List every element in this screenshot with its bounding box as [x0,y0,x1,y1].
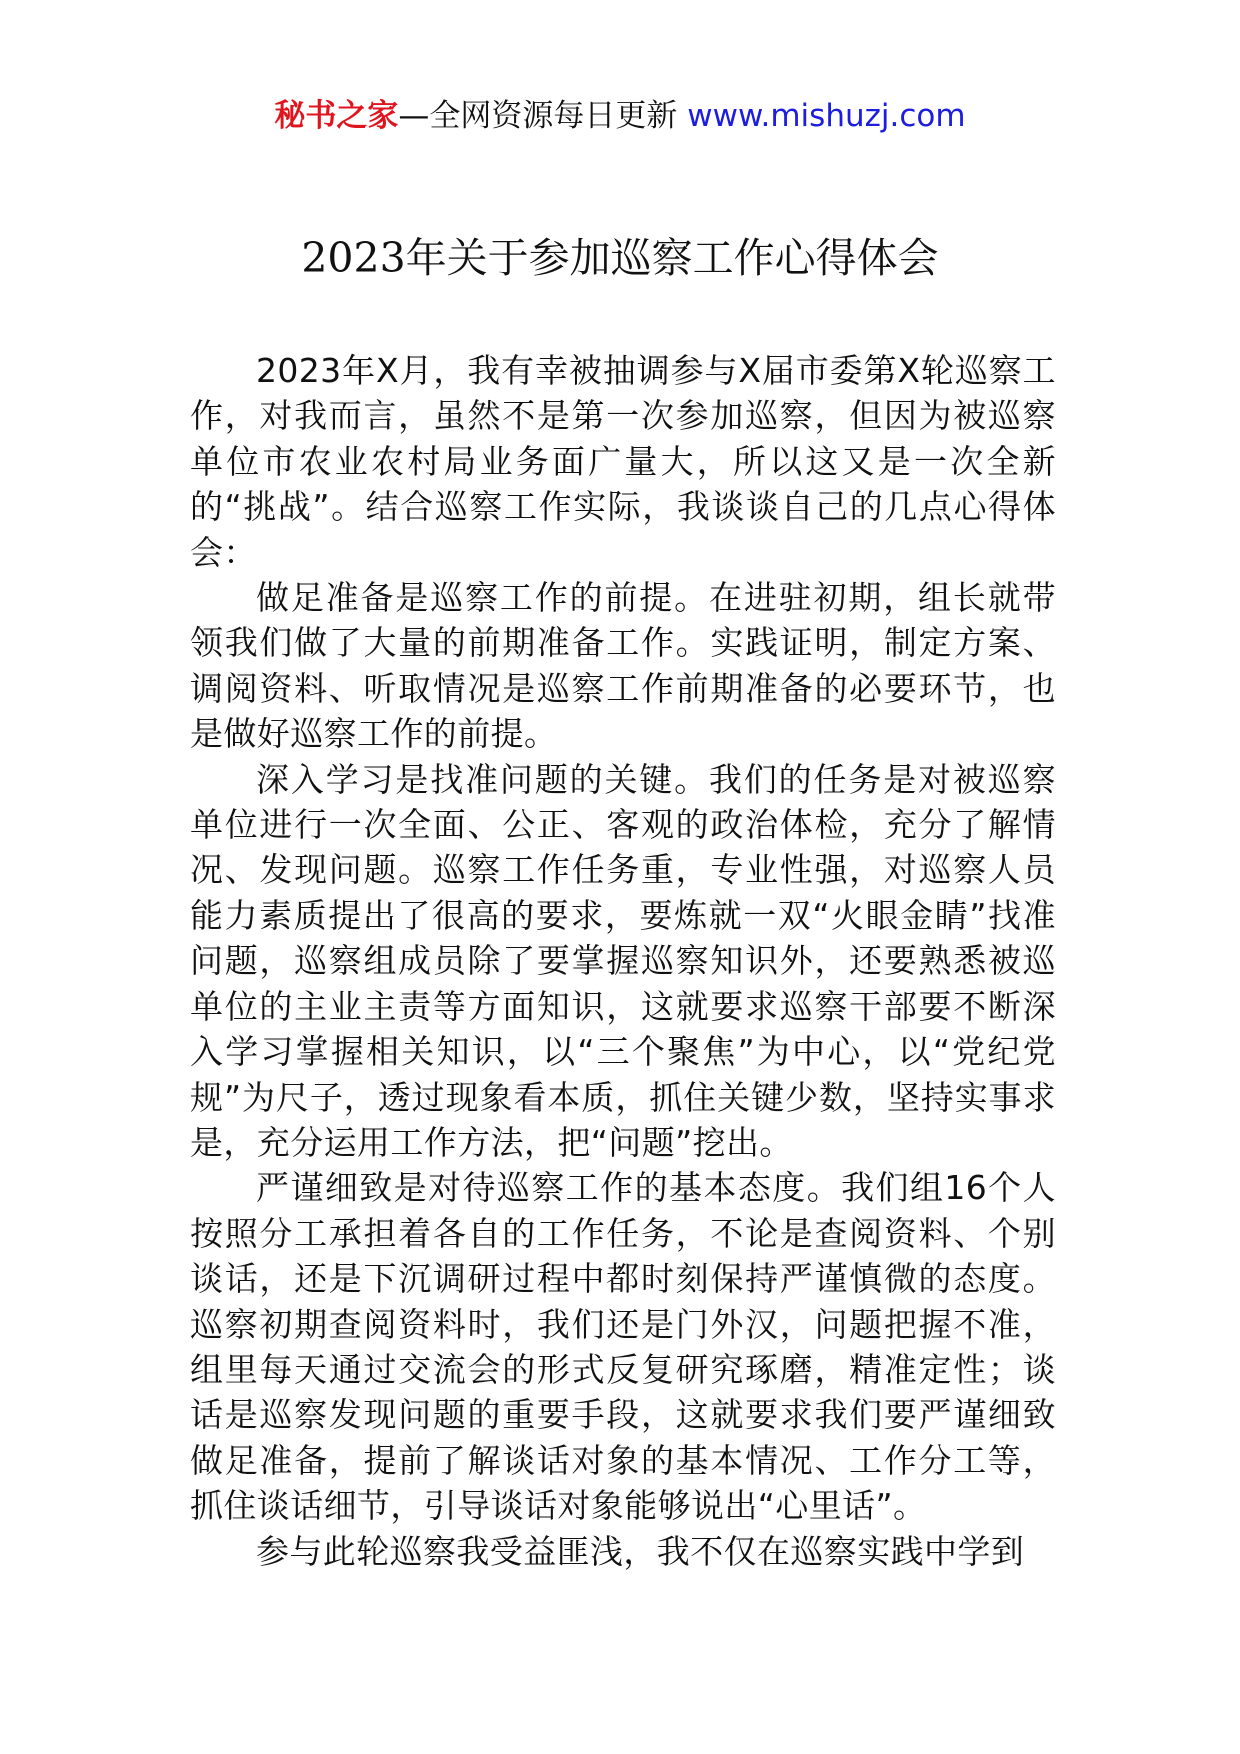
paragraph: 深入学习是找准问题的关键。我们的任务是对被巡察单位进行一次全面、公正、客观的政治体检，充分了解情况、发现问题。巡察工作任务重，专业性强，对巡察人员能力素质提出了很高的要求，要炼就一双“火眼金睛”找准问题，巡察组成员除了要掌握巡察知识外，还要熟悉被巡单位的主业主责等方面知识，这就要求巡察干部要不断深入学习掌握相关知识，以“三个聚焦”为中心，以“党纪党规”为尺子，透过现象看本质，抓住关键少数，坚持实事求是，充分运用工作方法，把“问题”挖出。 [190,759,1056,1162]
site-header [0,96,1240,136]
site-url-link[interactable]: www.mishuzj.com [687,98,966,134]
paragraph: 参与此轮巡察我受益匪浅，我不仅在巡察实践中学到 [256,1531,1025,1571]
paragraph: 严谨细致是对待巡察工作的基本态度。我们组16个人按照分工承担着各自的工作任务，不论是查阅资料、个别谈话，还是下沉调研过程中都时刻保持严谨慎微的态度。巡察初期查阅资料时，我们还是门外汉，问题把握不准，组里每天通过交流会的形式反复研究琢磨，精准定性；谈话是巡察发现问题的重要手段，这就要求我们要严谨细致做足准备，提前了解谈话对象的基本情况、工作分工等，抓住谈话细节，引导谈话对象能够说出“心里话”。 [190,1168,1056,1526]
document-title: 2023年关于参加巡察工作心得体会 [301,234,939,282]
header-tagline: —全网资源每日更新 [398,98,688,134]
document-body [190,348,1056,1574]
brand-name: 秘书之家 [274,98,399,134]
paragraph: 2023年X月，我有幸被抽调参与X届市委第X轮巡察工作，对我而言，虽然不是第一次参加巡察，但因为被巡察单位市农业农村局业务面广量大，所以这又是一次全新的“挑战”。结合巡察工作实际，我谈谈自己的几点心得体会： [190,351,1056,572]
paragraph: 做足准备是巡察工作的前提。在进驻初期，组长就带领我们做了大量的前期准备工作。实践证明，制定方案、调阅资料、听取情况是巡察工作前期准备的必要环节，也是做好巡察工作的前提。 [190,578,1056,754]
